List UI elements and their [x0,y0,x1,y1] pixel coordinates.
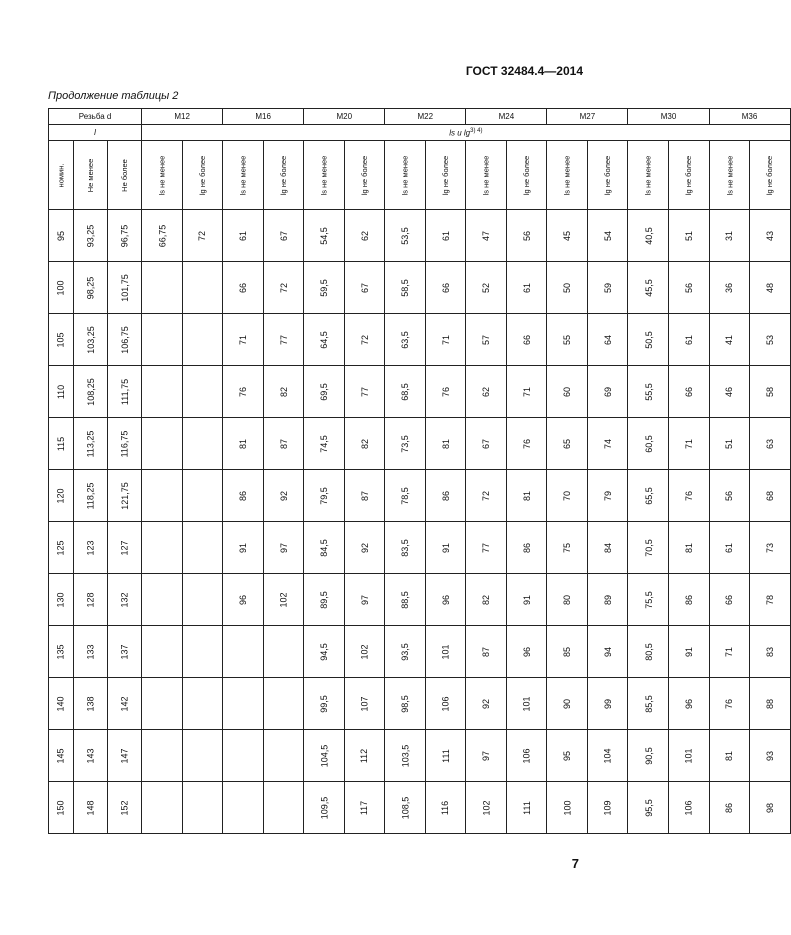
value-cell [142,314,183,366]
value-cell: 97 [263,522,303,574]
ls-min-header: ls не менее [223,141,264,210]
lg-max-header: lg не более [507,141,547,210]
value-cell: 48 [750,262,790,314]
value-cell: 86 [709,782,750,834]
value-cell: 65,5 [628,470,669,522]
value-cell: 86 [507,522,547,574]
thread-col-header: M12 [142,109,223,125]
value-cell: 103,5 [385,730,426,782]
value-cell: 67 [344,262,384,314]
value-cell: 111 [507,782,547,834]
value-cell: 116 [425,782,465,834]
value-cell [263,626,303,678]
value-cell: 83 [750,626,790,678]
max-cell: 121,75 [108,470,142,522]
value-cell: 92 [263,470,303,522]
value-cell: 47 [466,210,507,262]
value-cell: 99,5 [304,678,345,730]
value-cell: 61 [709,522,750,574]
value-cell: 85 [547,626,588,678]
value-cell: 81 [709,730,750,782]
value-cell: 78 [750,574,790,626]
value-cell: 76 [425,366,465,418]
table-row [49,262,791,314]
value-cell: 102 [344,626,384,678]
value-cell: 90 [547,678,588,730]
value-cell: 81 [507,470,547,522]
value-cell [223,626,264,678]
value-cell: 80 [547,574,588,626]
value-cell: 53,5 [385,210,426,262]
value-cell: 96 [507,626,547,678]
table-row [49,418,791,470]
value-cell: 45 [547,210,588,262]
value-cell: 76 [507,418,547,470]
value-cell: 87 [344,470,384,522]
max-cell: 127 [108,522,142,574]
value-cell: 53 [750,314,790,366]
value-cell [263,782,303,834]
value-cell: 91 [425,522,465,574]
table-row [49,574,791,626]
max-cell: 142 [108,678,142,730]
value-cell [142,678,183,730]
value-cell: 58 [750,366,790,418]
value-cell [182,574,222,626]
value-cell: 77 [263,314,303,366]
min-header: Не менее [73,141,107,210]
value-cell: 91 [223,522,264,574]
value-cell: 71 [709,626,750,678]
thread-col-header: M20 [304,109,385,125]
value-cell: 94 [588,626,628,678]
value-cell: 96 [425,574,465,626]
lg-max-header: lg не более [588,141,628,210]
value-cell: 67 [466,418,507,470]
table-row [49,782,791,834]
value-cell: 89 [588,574,628,626]
ls-min-header: ls не менее [547,141,588,210]
max-cell: 137 [108,626,142,678]
value-cell [182,678,222,730]
value-cell: 82 [466,574,507,626]
value-cell: 69,5 [304,366,345,418]
value-cell: 71 [669,418,709,470]
value-cell: 72 [263,262,303,314]
value-cell [142,522,183,574]
value-cell [182,470,222,522]
value-cell: 41 [709,314,750,366]
value-cell [182,522,222,574]
value-cell: 86 [669,574,709,626]
table-row [49,678,791,730]
value-cell: 111 [425,730,465,782]
lg-max-header: lg не более [344,141,384,210]
nom-cell: 125 [49,522,74,574]
value-cell: 66 [425,262,465,314]
value-cell: 51 [669,210,709,262]
nom-header: номин. [49,141,74,210]
value-cell: 102 [466,782,507,834]
value-cell [142,418,183,470]
value-cell: 40,5 [628,210,669,262]
ls-min-header: ls не менее [304,141,345,210]
value-cell: 89,5 [304,574,345,626]
value-cell [142,782,183,834]
nom-cell: 130 [49,574,74,626]
value-cell: 104 [588,730,628,782]
value-cell: 56 [507,210,547,262]
value-cell [223,782,264,834]
value-cell: 68,5 [385,366,426,418]
thread-col-header: M27 [547,109,628,125]
value-cell: 75,5 [628,574,669,626]
value-cell: 60,5 [628,418,669,470]
value-cell: 81 [669,522,709,574]
value-cell: 62 [344,210,384,262]
value-cell: 93 [750,730,790,782]
table-row [49,626,791,678]
value-cell: 76 [669,470,709,522]
value-cell: 68 [750,470,790,522]
value-cell [142,574,183,626]
max-cell: 101,75 [108,262,142,314]
value-cell: 82 [344,418,384,470]
value-cell: 87 [466,626,507,678]
value-cell: 59 [588,262,628,314]
table-row [49,314,791,366]
thread-col-header: M22 [385,109,466,125]
value-cell: 84 [588,522,628,574]
value-cell: 59,5 [304,262,345,314]
value-cell: 106 [669,782,709,834]
thread-col-header: M30 [628,109,709,125]
value-cell: 97 [466,730,507,782]
value-cell: 66 [507,314,547,366]
max-cell: 132 [108,574,142,626]
value-cell: 74 [588,418,628,470]
value-cell: 81 [223,418,264,470]
value-cell: 106 [425,678,465,730]
min-cell: 123 [73,522,107,574]
value-cell: 77 [344,366,384,418]
value-cell: 72 [344,314,384,366]
value-cell: 97 [344,574,384,626]
ls-min-header: ls не менее [142,141,183,210]
min-cell: 148 [73,782,107,834]
value-cell: 90,5 [628,730,669,782]
value-cell: 93,5 [385,626,426,678]
min-cell: 128 [73,574,107,626]
value-cell: 60 [547,366,588,418]
value-cell: 104,5 [304,730,345,782]
value-cell: 71 [425,314,465,366]
max-cell: 111,75 [108,366,142,418]
value-cell: 92 [466,678,507,730]
value-cell: 101 [425,626,465,678]
value-cell: 66,75 [142,210,183,262]
ls-min-header: ls не менее [628,141,669,210]
value-cell: 86 [425,470,465,522]
value-cell: 73 [750,522,790,574]
nom-cell: 145 [49,730,74,782]
min-cell: 138 [73,678,107,730]
value-cell [142,366,183,418]
value-cell: 98 [750,782,790,834]
value-cell: 55 [547,314,588,366]
value-cell: 92 [344,522,384,574]
lg-max-header: lg не более [425,141,465,210]
table-caption: Продолжение таблицы 2 [48,90,179,102]
min-cell: 143 [73,730,107,782]
value-cell: 106 [507,730,547,782]
value-cell: 117 [344,782,384,834]
value-cell: 63,5 [385,314,426,366]
value-cell: 79 [588,470,628,522]
value-cell: 84,5 [304,522,345,574]
value-cell: 57 [466,314,507,366]
value-cell: 52 [466,262,507,314]
nom-cell: 120 [49,470,74,522]
value-cell: 108,5 [385,782,426,834]
value-cell: 94,5 [304,626,345,678]
value-cell: 77 [466,522,507,574]
value-cell [142,730,183,782]
value-cell: 72 [466,470,507,522]
value-cell [263,730,303,782]
value-cell: 54,5 [304,210,345,262]
value-cell: 112 [344,730,384,782]
value-cell [182,626,222,678]
value-cell: 64,5 [304,314,345,366]
value-cell: 58,5 [385,262,426,314]
value-cell: 54 [588,210,628,262]
lg-max-header: lg не более [669,141,709,210]
max-cell: 147 [108,730,142,782]
value-cell: 96 [223,574,264,626]
min-cell: 113,25 [73,418,107,470]
value-cell: 74,5 [304,418,345,470]
ls-min-header: ls не менее [466,141,507,210]
ls-min-header: ls не менее [385,141,426,210]
value-cell: 36 [709,262,750,314]
max-cell: 106,75 [108,314,142,366]
value-cell: 71 [507,366,547,418]
thread-col-header: M16 [223,109,304,125]
value-cell: 80,5 [628,626,669,678]
max-header: Не более [108,141,142,210]
value-cell [142,626,183,678]
value-cell: 87 [263,418,303,470]
table-row [49,730,791,782]
max-cell: 96,75 [108,210,142,262]
value-cell: 69 [588,366,628,418]
value-cell: 56 [669,262,709,314]
max-cell: 116,75 [108,418,142,470]
thread-header: Резьба d [49,109,142,125]
min-cell: 118,25 [73,470,107,522]
value-cell: 95 [547,730,588,782]
value-cell: 61 [507,262,547,314]
value-cell: 101 [507,678,547,730]
value-cell [182,730,222,782]
value-cell [223,730,264,782]
value-cell: 67 [263,210,303,262]
nom-cell: 115 [49,418,74,470]
value-cell [223,678,264,730]
value-cell: 91 [669,626,709,678]
lg-max-header: lg не более [182,141,222,210]
max-cell: 152 [108,782,142,834]
value-cell: 79,5 [304,470,345,522]
value-cell: 98,5 [385,678,426,730]
value-cell: 72 [182,210,222,262]
value-cell: 85,5 [628,678,669,730]
value-cell: 31 [709,210,750,262]
value-cell: 50 [547,262,588,314]
value-cell: 65 [547,418,588,470]
ls-lg-header: ls и $\lg^{3) 4)}$ [142,125,791,141]
table-row [49,522,791,574]
value-cell [182,262,222,314]
min-cell: 133 [73,626,107,678]
value-cell: 66 [669,366,709,418]
value-cell: 43 [750,210,790,262]
value-cell [182,366,222,418]
value-cell: 76 [709,678,750,730]
value-cell: 73,5 [385,418,426,470]
nom-cell: 110 [49,366,74,418]
value-cell: 61 [223,210,264,262]
value-cell [182,314,222,366]
value-cell [142,470,183,522]
value-cell: 109 [588,782,628,834]
value-cell: 51 [709,418,750,470]
bolt-length-table [48,108,791,834]
value-cell: 96 [669,678,709,730]
document-number: ГОСТ 32484.4—2014 [465,64,583,78]
value-cell: 99 [588,678,628,730]
value-cell [182,782,222,834]
value-cell: 86 [223,470,264,522]
nom-cell: 100 [49,262,74,314]
min-cell: 108,25 [73,366,107,418]
value-cell: 82 [263,366,303,418]
table-row [49,470,791,522]
nom-cell: 140 [49,678,74,730]
lg-max-header: lg не более [750,141,790,210]
nom-cell: 95 [49,210,74,262]
value-cell: 61 [669,314,709,366]
value-cell: 71 [223,314,264,366]
lg-max-header: lg не более [263,141,303,210]
value-cell: 70 [547,470,588,522]
value-cell: 107 [344,678,384,730]
nom-cell: 105 [49,314,74,366]
value-cell [263,678,303,730]
value-cell [142,262,183,314]
l-header: l [49,125,142,141]
min-cell: 103,25 [73,314,107,366]
value-cell: 88 [750,678,790,730]
table-row [49,366,791,418]
page-number: 7 [571,856,579,871]
table-row [49,210,791,262]
value-cell: 64 [588,314,628,366]
value-cell: 91 [507,574,547,626]
value-cell: 83,5 [385,522,426,574]
nom-cell: 150 [49,782,74,834]
value-cell: 55,5 [628,366,669,418]
value-cell: 75 [547,522,588,574]
min-cell: 98,25 [73,262,107,314]
thread-col-header: M24 [466,109,547,125]
value-cell: 95,5 [628,782,669,834]
value-cell: 109,5 [304,782,345,834]
value-cell: 70,5 [628,522,669,574]
value-cell [182,418,222,470]
value-cell: 45,5 [628,262,669,314]
value-cell: 101 [669,730,709,782]
nom-cell: 135 [49,626,74,678]
value-cell: 56 [709,470,750,522]
value-cell: 88,5 [385,574,426,626]
min-cell: 93,25 [73,210,107,262]
value-cell: 76 [223,366,264,418]
thread-col-header: M36 [709,109,790,125]
value-cell: 66 [223,262,264,314]
value-cell: 61 [425,210,465,262]
value-cell: 50,5 [628,314,669,366]
value-cell: 100 [547,782,588,834]
value-cell: 78,5 [385,470,426,522]
value-cell: 46 [709,366,750,418]
value-cell: 66 [709,574,750,626]
value-cell: 102 [263,574,303,626]
value-cell: 62 [466,366,507,418]
ls-min-header: ls не менее [709,141,750,210]
value-cell: 81 [425,418,465,470]
value-cell: 63 [750,418,790,470]
